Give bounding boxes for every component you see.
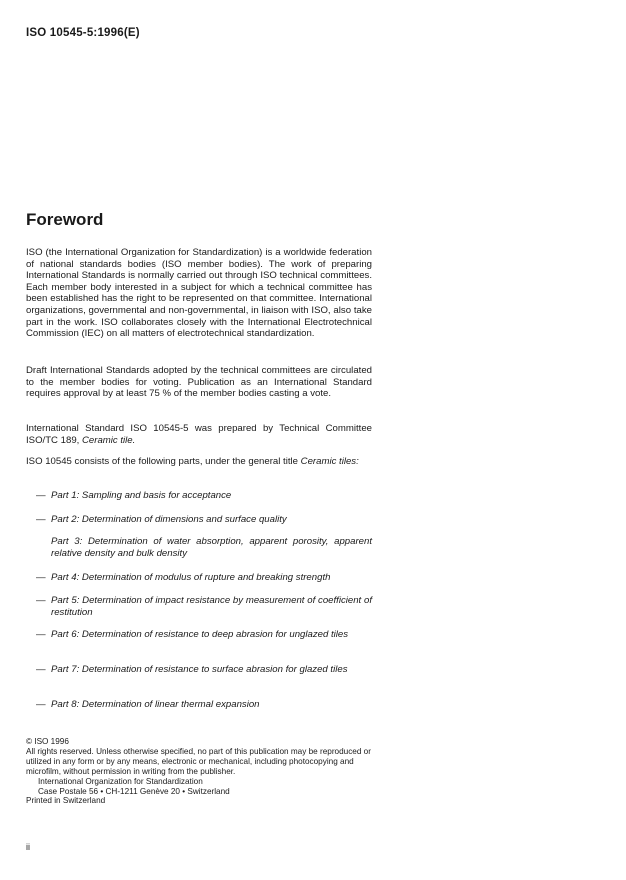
list-item-part-1 <box>36 490 372 502</box>
foreword-paragraph-3 <box>26 423 372 446</box>
part-text: Part 3: Determination of water absorption, apparent porosity, apparent relative density and bulk density <box>51 536 372 559</box>
paragraph-4-italic: Ceramic tiles: <box>300 456 359 467</box>
list-dash: — <box>36 572 46 583</box>
printed-in: Printed in Switzerland <box>26 796 106 806</box>
page-number: ii <box>26 842 30 852</box>
list-item-part-7 <box>36 664 372 676</box>
list-dash: — <box>36 490 46 501</box>
list-item-part-4 <box>36 572 372 584</box>
list-item-part-2 <box>36 514 372 526</box>
document-id-header: ISO 10545-5:1996(E) <box>26 27 140 39</box>
publisher-address: Case Postale 56 • CH-1211 Genève 20 • Switzerland <box>38 786 230 796</box>
list-dash: — <box>36 664 46 675</box>
foreword-paragraph-1: ISO (the International Organization for Standardization) is a worldwide federation of national standards bodies (ISO member bodies). The work of preparing International Standards is normally carried out through ISO technical committees. Each member body interested in a subject for which a technical committee has been established has the right to be represented on that committee. International organizations, governmental and non-governmental, in liaison with ISO, also take part in the work. ISO collaborates closely with the International Electrotechnical Commission (IEC) on all matters of electrotechnical standardization. <box>26 247 372 340</box>
part-text: Part 5: Determination of impact resistance by measurement of coefficient of restitution <box>51 595 372 618</box>
paragraph-4-text: ISO 10545 consists of the following parts, under the general title <box>26 456 301 467</box>
part-text: Part 6: Determination of resistance to deep abrasion for unglazed tiles <box>51 629 349 640</box>
publisher-name: International Organization for Standardization <box>38 776 203 786</box>
foreword-paragraph-4 <box>26 456 372 468</box>
part-text: Part 8: Determination of linear thermal expansion <box>51 699 260 710</box>
copyright-block <box>26 737 376 806</box>
list-item-part-5 <box>36 595 372 618</box>
page-title: Foreword <box>26 210 104 229</box>
copyright-notice: © ISO 1996 <box>26 737 69 746</box>
part-text: Part 1: Sampling and basis for acceptance <box>51 490 232 501</box>
paragraph-3-text: International Standard ISO 10545-5 was prepared by Technical Committee ISO/TC 189, <box>26 423 372 446</box>
list-dash: — <box>36 629 46 640</box>
part-text: Part 7: Determination of resistance to surface abrasion for glazed tiles <box>51 664 348 675</box>
list-dash: — <box>36 699 46 710</box>
list-dash: — <box>36 514 46 525</box>
part-text: Part 2: Determination of dimensions and surface quality <box>51 514 287 525</box>
list-item-part-8 <box>36 699 372 711</box>
list-item-part-6 <box>36 629 372 641</box>
list-item-part-3 <box>36 536 372 559</box>
rights-statement: All rights reserved. Unless otherwise specified, no part of this publication may be reproduced or utilized in any form or by any means, electronic or mechanical, including photocopying and microfilm, without permission in writing from the publisher. <box>26 746 371 776</box>
foreword-paragraph-2: Draft International Standards adopted by the technical committees are circulated to the member bodies for voting. Publication as an International Standard requires approval by at least 75 % of the member bodies casting a vote. <box>26 365 372 400</box>
list-dash: — <box>36 595 46 606</box>
paragraph-3-italic: Ceramic tile. <box>81 434 136 446</box>
part-text: Part 4: Determination of modulus of rupture and breaking strength <box>51 572 331 583</box>
